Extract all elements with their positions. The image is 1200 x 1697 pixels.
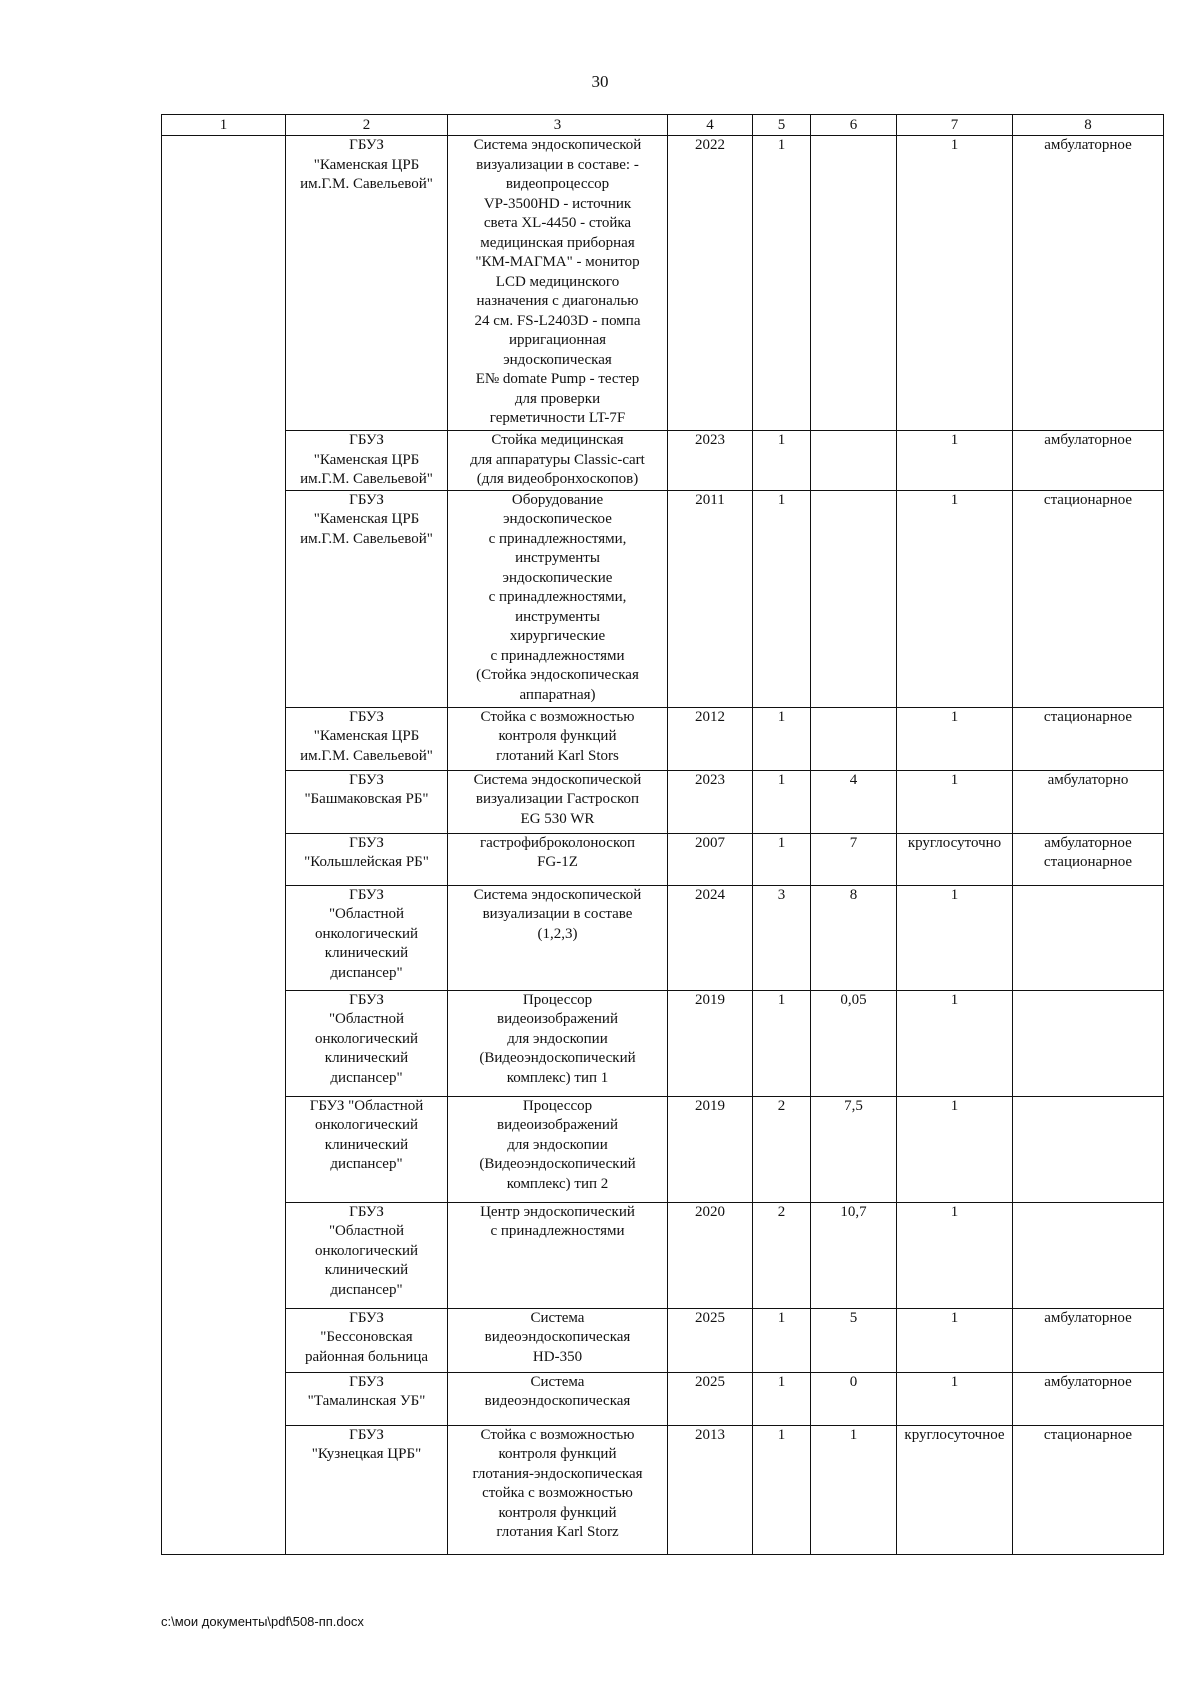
- cell-organization: ГБУЗ "Областной онкологический клинический диспансер": [286, 1202, 448, 1308]
- cell-col6: [811, 431, 897, 491]
- cell-col1: [162, 136, 286, 1555]
- table-header-row: [162, 115, 1164, 136]
- column-header: 6: [811, 115, 897, 136]
- cell-care-type: амбулаторное: [1013, 1372, 1164, 1425]
- cell-equipment: Система видеоэндоскопическая: [448, 1372, 668, 1425]
- table-row: [162, 885, 1164, 990]
- cell-organization: ГБУЗ "Каменская ЦРБ им.Г.М. Савельевой": [286, 136, 448, 431]
- cell-col7: круглосуточное: [897, 1425, 1013, 1554]
- cell-col6: 0,05: [811, 990, 897, 1096]
- cell-col6: 10,7: [811, 1202, 897, 1308]
- cell-equipment: Оборудование эндоскопическое с принадлежностями, инструменты эндоскопические с принадлежностями, инструменты хирургические с принадлежностями (Стойка эндоскопическая аппаратная): [448, 490, 668, 707]
- cell-year: 2020: [668, 1202, 753, 1308]
- table-row: [162, 1372, 1164, 1425]
- cell-col6: 7: [811, 833, 897, 885]
- cell-organization: ГБУЗ "Тамалинская УБ": [286, 1372, 448, 1425]
- cell-col7: 1: [897, 990, 1013, 1096]
- cell-care-type: [1013, 1096, 1164, 1202]
- cell-col7: 1: [897, 885, 1013, 990]
- column-header: 1: [162, 115, 286, 136]
- cell-care-type: [1013, 1202, 1164, 1308]
- cell-col5: 2: [753, 1202, 811, 1308]
- cell-col5: 1: [753, 1425, 811, 1554]
- table-row: [162, 1308, 1164, 1372]
- cell-col6: 7,5: [811, 1096, 897, 1202]
- cell-year: 2022: [668, 136, 753, 431]
- cell-year: 2025: [668, 1308, 753, 1372]
- cell-col5: 1: [753, 136, 811, 431]
- cell-equipment: Стойка медицинская для аппаратуры Classic-cart (для видеобронхоскопов): [448, 431, 668, 491]
- cell-col7: 1: [897, 1372, 1013, 1425]
- page-number: 30: [591, 72, 609, 91]
- cell-col5: 1: [753, 833, 811, 885]
- cell-equipment: Система эндоскопической визуализации в составе (1,2,3): [448, 885, 668, 990]
- cell-col7: 1: [897, 707, 1013, 770]
- cell-col7: 1: [897, 1202, 1013, 1308]
- table-row: [162, 833, 1164, 885]
- cell-col7: 1: [897, 1096, 1013, 1202]
- cell-equipment: Процессор видеоизображений для эндоскопии (Видеоэндоскопический комплекс) тип 2: [448, 1096, 668, 1202]
- cell-organization: ГБУЗ "Каменская ЦРБ им.Г.М. Савельевой": [286, 431, 448, 491]
- cell-equipment: Стойка с возможностью контроля функций глотания-эндоскопическая стойка с возможностью контроля функций глотания Karl Storz: [448, 1425, 668, 1554]
- cell-col6: 8: [811, 885, 897, 990]
- cell-equipment: Система эндоскопической визуализации в составе: - видеопроцессор VP-3500HD - источник света XL-4450 - стойка медицинская приборная "КМ-МАГМА" - монитор LCD медицинского назначения с диагональю 24 см. FS-L2403D - помпа ирригационная эндоскопическая E№ domate Pump - тестер для проверки герметичности LT-7F: [448, 136, 668, 431]
- cell-col7: 1: [897, 431, 1013, 491]
- cell-year: 2023: [668, 431, 753, 491]
- cell-care-type: стационарное: [1013, 490, 1164, 707]
- cell-col5: 3: [753, 885, 811, 990]
- cell-col6: 0: [811, 1372, 897, 1425]
- cell-equipment: Центр эндоскопический с принадлежностями: [448, 1202, 668, 1308]
- cell-col5: 1: [753, 1308, 811, 1372]
- cell-care-type: стационарное: [1013, 707, 1164, 770]
- cell-care-type: стационарное: [1013, 1425, 1164, 1554]
- table-row: [162, 707, 1164, 770]
- cell-col5: 1: [753, 431, 811, 491]
- column-header: 7: [897, 115, 1013, 136]
- cell-year: 2023: [668, 770, 753, 833]
- cell-care-type: амбулаторное: [1013, 1308, 1164, 1372]
- footer-file-path: c:\мои документы\pdf\508-пп.docx: [161, 1614, 364, 1629]
- cell-col7: 1: [897, 770, 1013, 833]
- cell-organization: ГБУЗ "Каменская ЦРБ им.Г.М. Савельевой": [286, 707, 448, 770]
- table-row: [162, 990, 1164, 1096]
- table-row: [162, 770, 1164, 833]
- column-header: 2: [286, 115, 448, 136]
- table-row: [162, 431, 1164, 491]
- table-row: [162, 490, 1164, 707]
- cell-care-type: амбулаторное: [1013, 431, 1164, 491]
- table-row: [162, 1202, 1164, 1308]
- cell-care-type: амбулаторное: [1013, 136, 1164, 431]
- cell-col5: 1: [753, 770, 811, 833]
- cell-col5: 1: [753, 490, 811, 707]
- cell-care-type: амбулаторное стационарное: [1013, 833, 1164, 885]
- cell-care-type: [1013, 990, 1164, 1096]
- cell-col6: 4: [811, 770, 897, 833]
- cell-col5: 1: [753, 707, 811, 770]
- column-header: 8: [1013, 115, 1164, 136]
- cell-col7: круглосуточно: [897, 833, 1013, 885]
- cell-organization: ГБУЗ "Башмаковская РБ": [286, 770, 448, 833]
- cell-organization: ГБУЗ "Областной онкологический клинический диспансер": [286, 1096, 448, 1202]
- cell-col6: 5: [811, 1308, 897, 1372]
- cell-year: 2025: [668, 1372, 753, 1425]
- cell-organization: ГБУЗ "Областной онкологический клинический диспансер": [286, 990, 448, 1096]
- cell-equipment: Система видеоэндоскопическая HD-350: [448, 1308, 668, 1372]
- cell-year: 2011: [668, 490, 753, 707]
- cell-equipment: Стойка с возможностью контроля функций глотаний Karl Stors: [448, 707, 668, 770]
- cell-year: 2007: [668, 833, 753, 885]
- table-row: [162, 1425, 1164, 1554]
- column-header: 3: [448, 115, 668, 136]
- equipment-table: [161, 114, 1164, 1555]
- column-header: 5: [753, 115, 811, 136]
- cell-care-type: [1013, 885, 1164, 990]
- cell-col6: 1: [811, 1425, 897, 1554]
- cell-organization: ГБУЗ "Каменская ЦРБ им.Г.М. Савельевой": [286, 490, 448, 707]
- cell-year: 2019: [668, 990, 753, 1096]
- cell-organization: ГБУЗ "Областной онкологический клинический диспансер": [286, 885, 448, 990]
- cell-col7: 1: [897, 490, 1013, 707]
- cell-equipment: Система эндоскопической визуализации Гастроскоп EG 530 WR: [448, 770, 668, 833]
- cell-col6: [811, 707, 897, 770]
- cell-organization: ГБУЗ "Кольшлейская РБ": [286, 833, 448, 885]
- table-row: [162, 1096, 1164, 1202]
- column-header: 4: [668, 115, 753, 136]
- cell-col7: 1: [897, 136, 1013, 431]
- cell-care-type: амбулаторно: [1013, 770, 1164, 833]
- cell-equipment: гастрофиброколоноскоп FG-1Z: [448, 833, 668, 885]
- cell-col6: [811, 490, 897, 707]
- table-row: [162, 136, 1164, 431]
- cell-col7: 1: [897, 1308, 1013, 1372]
- cell-col6: [811, 136, 897, 431]
- cell-year: 2012: [668, 707, 753, 770]
- cell-organization: ГБУЗ "Кузнецкая ЦРБ": [286, 1425, 448, 1554]
- cell-col5: 1: [753, 1372, 811, 1425]
- cell-equipment: Процессор видеоизображений для эндоскопии (Видеоэндоскопический комплекс) тип 1: [448, 990, 668, 1096]
- cell-year: 2024: [668, 885, 753, 990]
- cell-year: 2019: [668, 1096, 753, 1202]
- cell-col5: 1: [753, 990, 811, 1096]
- cell-col5: 2: [753, 1096, 811, 1202]
- cell-organization: ГБУЗ "Бессоновская районная больница: [286, 1308, 448, 1372]
- cell-year: 2013: [668, 1425, 753, 1554]
